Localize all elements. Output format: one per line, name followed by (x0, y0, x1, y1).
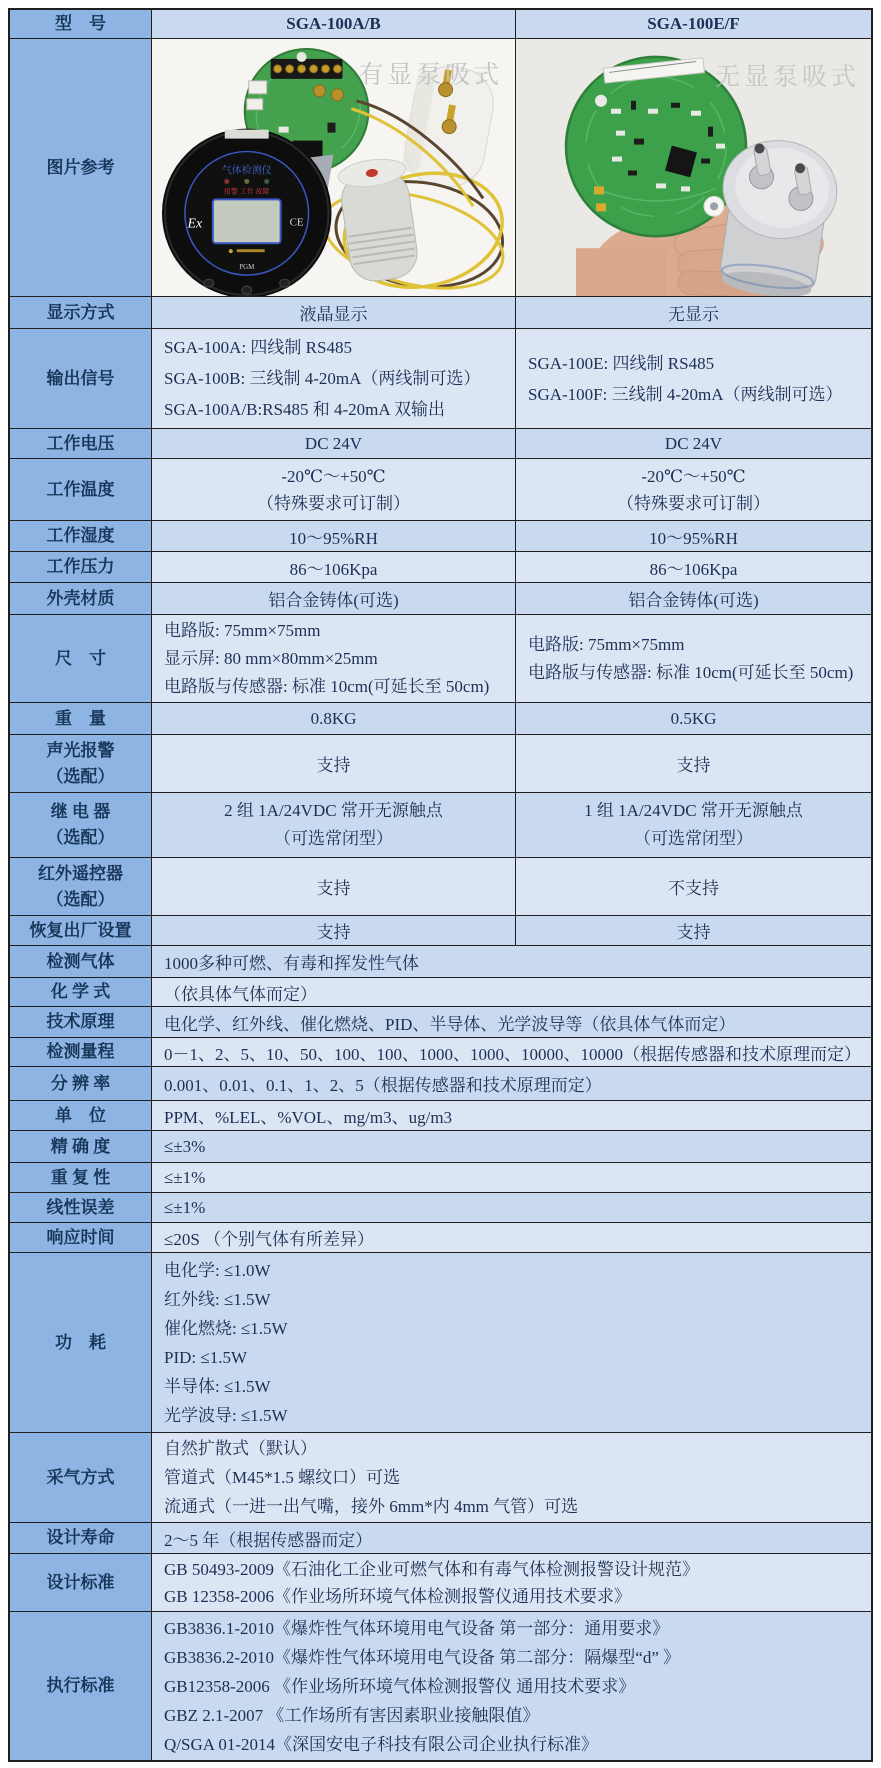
value-line: 催化燃烧: ≤1.5W (164, 1318, 288, 1338)
value-text: 电化学、红外线、催化燃烧、PID、半导体、光学波导等（依具体气体而定） (164, 1014, 736, 1034)
header-model-label (10, 10, 152, 38)
value-text: PPM、%LEL、%VOL、mg/m3、ug/m3 (164, 1108, 453, 1127)
cell-linearity-error (152, 1193, 871, 1222)
cell-weight-e (516, 703, 871, 734)
value-text: 不支持 (668, 879, 719, 898)
row-relay (10, 792, 871, 857)
value-line: 半导体: ≤1.5W (164, 1376, 271, 1396)
cell-design-standard (152, 1554, 871, 1611)
value-text: 液晶显示 (299, 305, 368, 324)
label-text: 化 学 式 (50, 982, 111, 1001)
row-label-display-mode (10, 297, 152, 328)
label-text: 设计标准 (46, 1572, 115, 1592)
cell-detected-gases (152, 946, 871, 977)
row-pressure (10, 551, 871, 582)
value-line: 电路版: 75mm×75mm (528, 634, 685, 654)
cell-reset-a (152, 916, 516, 945)
row-temperature (10, 458, 871, 520)
row-weight (10, 702, 871, 734)
value-line: （可选常闭型） (274, 829, 393, 848)
value-line: GB12358-2006 《作业场所环境气体检测报警仪 通用技术要求》 (164, 1676, 636, 1696)
top-label (225, 130, 269, 139)
value-line: 电路版与传感器: 标准 10cm(可延长至 50cm) (528, 662, 854, 682)
row-execution-standard (10, 1611, 871, 1760)
value-line: 2 组 1A/24VDC 常开无源触点 (224, 801, 443, 820)
cell-power-consumption (152, 1253, 871, 1432)
row-label-response-time (10, 1223, 152, 1252)
row-humidity (10, 520, 871, 551)
label-line: 声光报警 (46, 740, 115, 760)
cell-dimensions-a (152, 615, 516, 702)
label-text: 单 位 (55, 1105, 106, 1125)
value-line: 电化学: ≤1.0W (164, 1260, 271, 1280)
model-a-b-text: SGA-100A/B (286, 14, 381, 33)
left-watermark-text: 有显泵吸式 (358, 61, 504, 89)
cell-sampling-method (152, 1433, 871, 1522)
row-label-chemical-formula (10, 978, 152, 1006)
label-line: （选配） (46, 828, 115, 847)
row-label-linearity-error (10, 1193, 152, 1222)
row-label-dimensions (10, 615, 152, 702)
cell-detection-range (152, 1038, 871, 1066)
value-line: 自然扩散式（默认） (164, 1439, 317, 1458)
value-text: 支持 (676, 756, 711, 775)
label-text: 重 量 (55, 708, 106, 728)
value-line: 电路版与传感器: 标准 10cm(可延长至 50cm) (164, 676, 490, 696)
value-text: 86～106Kpa (289, 559, 378, 579)
cell-repeatability (152, 1163, 871, 1192)
row-label-voltage (10, 429, 152, 458)
row-accuracy (10, 1130, 871, 1162)
row-sampling-method (10, 1432, 871, 1522)
cell-remote-e (516, 858, 871, 915)
value-text: 铝合金铸体(可选) (268, 591, 399, 610)
value-text: 1000多种可燃、有毒和挥发性气体 (164, 954, 419, 973)
label-text: 检测气体 (46, 951, 115, 971)
cell-technical-principle (152, 1007, 871, 1037)
value-line: （特殊要求可订制） (617, 493, 770, 513)
row-shell-material (10, 582, 871, 614)
row-display-mode (10, 296, 871, 328)
label-text: 输出信号 (46, 368, 115, 388)
row-label-audible-alarm (10, 735, 152, 792)
value-line: SGA-100A/B:RS485 和 4-20mA 双输出 (164, 400, 445, 419)
header-row (10, 10, 871, 38)
label-text: 尺 寸 (55, 648, 106, 668)
value-text: ≤±1% (164, 1167, 206, 1187)
row-label-weight (10, 703, 152, 734)
row-factory-reset (10, 915, 871, 945)
value-text: DC 24V (304, 433, 363, 453)
cell-reset-e (516, 916, 871, 945)
cell-design-life (152, 1523, 871, 1553)
row-label-sampling-method (10, 1433, 152, 1522)
photo-sga100ef (516, 39, 871, 296)
row-dimensions (10, 614, 871, 702)
model-e-f-text: SGA-100E/F (647, 14, 740, 33)
cell-shell-a (152, 583, 516, 614)
row-label-accuracy (10, 1131, 152, 1162)
cell-shell-e (516, 583, 871, 614)
value-line: SGA-100F: 三线制 4-20mA（两线制可选） (528, 384, 843, 404)
label-line: （选配） (46, 889, 115, 909)
value-text: 0.5KG (670, 708, 717, 728)
value-line: SGA-100E: 四线制 RS485 (528, 353, 715, 373)
row-label-factory-reset (10, 916, 152, 945)
label-text: 恢复出厂设置 (29, 920, 132, 940)
label-text: 执行标准 (46, 1676, 115, 1695)
row-label-resolution (10, 1067, 152, 1100)
value-line: -20℃～+50℃ (641, 466, 746, 486)
row-label-relay (10, 793, 152, 857)
cell-voltage-a (152, 429, 516, 458)
row-linearity-error (10, 1192, 871, 1222)
value-line: 管道式（M45*1.5 螺纹口）可选 (164, 1468, 401, 1487)
cell-remote-a (152, 858, 516, 915)
value-text: 10～95%RH (649, 528, 738, 548)
row-label-humidity (10, 521, 152, 551)
value-text: 支持 (316, 923, 351, 942)
cell-temperature-a (152, 459, 516, 520)
cell-temperature-e (516, 459, 871, 520)
lcd-screen (213, 199, 281, 243)
value-text: 0.8KG (310, 708, 357, 728)
row-label-temperature (10, 459, 152, 520)
row-label-photos (10, 39, 152, 296)
photo-row (10, 38, 871, 296)
label-text: 工作压力 (46, 557, 115, 576)
value-text: ≤20S （个别气体有所差异） (164, 1230, 375, 1249)
value-line: Q/SGA 01-2014《深国安电子科技有限公司企业执行标准》 (164, 1734, 598, 1754)
label-text: 显示方式 (46, 302, 115, 322)
photo-label-text: 图片参考 (46, 157, 115, 177)
cell-chemical-formula (152, 978, 871, 1006)
row-label-execution-standard (10, 1612, 152, 1760)
spec-table (8, 8, 873, 1762)
value-text: 0.001、0.01、0.1、1、2、5（根据传感器和技术原理而定） (164, 1076, 602, 1095)
row-label-detection-range (10, 1038, 152, 1066)
label-text: 线性误差 (46, 1197, 115, 1217)
label-text: 工作温度 (46, 479, 115, 499)
row-chemical-formula (10, 977, 871, 1006)
value-text: DC 24V (664, 433, 723, 453)
row-detected-gases (10, 945, 871, 977)
cell-humidity-a (152, 521, 516, 551)
value-text: 支持 (316, 756, 351, 775)
label-text: 分 辨 率 (50, 1073, 111, 1093)
row-design-standard (10, 1553, 871, 1611)
label-text: 设计寿命 (46, 1528, 115, 1547)
value-line: 光学波导: ≤1.5W (164, 1405, 288, 1425)
device-title-text: 气体检测仪 (221, 165, 272, 177)
row-label-ir-remote (10, 858, 152, 915)
value-line: PID: ≤1.5W (164, 1347, 247, 1367)
label-text: 采气方式 (46, 1467, 115, 1487)
row-ir-remote (10, 857, 871, 915)
cell-relay-a (152, 793, 516, 857)
photo-cell-sga100ab (152, 39, 516, 296)
label-text: 重 复 性 (50, 1167, 111, 1187)
value-line: 流通式（一进一出气嘴，接外 6mm*内 4mm 气管）可选 (164, 1497, 579, 1516)
cell-relay-e (516, 793, 871, 857)
row-label-technical-principle (10, 1007, 152, 1037)
row-units (10, 1100, 871, 1130)
row-label-power-consumption (10, 1253, 152, 1432)
row-technical-principle (10, 1006, 871, 1037)
value-text: ≤±1% (164, 1197, 206, 1217)
value-line: -20℃～+50℃ (281, 466, 386, 486)
label-line: （选配） (46, 766, 115, 786)
header-model-text: 型 号 (55, 14, 106, 33)
value-text: 铝合金铸体(可选) (628, 591, 759, 610)
value-line: 电路版: 75mm×75mm (164, 620, 321, 640)
value-text: 2～5 年（根据传感器而定） (164, 1530, 373, 1550)
value-text: （依具体气体而定） (164, 984, 317, 1004)
header-col2 (516, 10, 871, 38)
cell-accuracy (152, 1131, 871, 1162)
ex-mark-text: Ex (187, 216, 203, 232)
value-text: ≤±3% (164, 1136, 206, 1156)
value-line: SGA-100A: 四线制 RS485 (164, 338, 352, 357)
cell-output-a (152, 329, 516, 428)
value-line: GB3836.1-2010《爆炸性气体环境用电气设备 第一部分：通用要求》 (164, 1618, 670, 1638)
label-text: 功 耗 (55, 1332, 106, 1352)
row-label-output-signal (10, 329, 152, 428)
row-response-time (10, 1222, 871, 1252)
value-line: GB3836.2-2010《爆炸性气体环境用电气设备 第二部分：隔爆型“d” 》 (164, 1647, 681, 1667)
value-text: 86～106Kpa (649, 559, 738, 579)
photo-sga100ab (152, 39, 515, 296)
value-line: GB 50493-2009《石油化工企业可燃气体和有毒气体检测报警设计规范》 (164, 1559, 700, 1579)
value-line: 显示屏: 80 mm×80mm×25mm (164, 648, 378, 668)
button-text: PGM (239, 263, 255, 272)
row-output-signal (10, 328, 871, 428)
cell-display-a (152, 297, 516, 328)
label-text: 外壳材质 (46, 588, 115, 608)
cell-weight-a (152, 703, 516, 734)
label-text: 技术原理 (46, 1012, 115, 1031)
cell-alarm-e (516, 735, 871, 792)
row-label-pressure (10, 552, 152, 582)
value-line: 1 组 1A/24VDC 常开无源触点 (584, 801, 803, 820)
label-line: 继 电 器 (50, 802, 111, 821)
cell-output-e (516, 329, 871, 428)
label-text: 响应时间 (46, 1227, 115, 1247)
value-text: 0－1、2、5、10、50、100、100、1000、1000、10000、10000（根据传感器和技术原理而定） (164, 1044, 861, 1064)
label-text: 检测量程 (46, 1042, 115, 1061)
value-line: GBZ 2.1-2007 《工作场所有害因素职业接触限值》 (164, 1705, 540, 1725)
cell-units (152, 1101, 871, 1130)
cell-humidity-e (516, 521, 871, 551)
cell-pressure-e (516, 552, 871, 582)
row-voltage (10, 428, 871, 458)
cell-voltage-e (516, 429, 871, 458)
row-label-design-standard (10, 1554, 152, 1611)
led-labels-text: 报警 工作 故障 (224, 187, 270, 196)
row-resolution (10, 1066, 871, 1100)
cell-display-e (516, 297, 871, 328)
row-repeatability (10, 1162, 871, 1192)
cell-resolution (152, 1067, 871, 1100)
value-line: GB 12358-2006《作业场所环境气体检测报警仪通用技术要求》 (164, 1586, 632, 1606)
cell-alarm-a (152, 735, 516, 792)
row-audible-alarm (10, 734, 871, 792)
ce-mark-text: CE (289, 216, 304, 229)
row-label-repeatability (10, 1163, 152, 1192)
photo-cell-sga100ef (516, 39, 871, 296)
row-power-consumption (10, 1252, 871, 1432)
value-line: SGA-100B: 三线制 4-20mA（两线制可选） (164, 369, 481, 388)
label-text: 精 确 度 (50, 1136, 111, 1156)
header-col1 (152, 10, 516, 38)
black-detector (162, 129, 332, 296)
value-line: （可选常闭型） (634, 829, 753, 848)
value-line: （特殊要求可订制） (257, 493, 410, 513)
value-text: 10～95%RH (289, 528, 378, 548)
right-watermark-text: 无显泵吸式 (715, 63, 860, 91)
value-text: 无显示 (668, 305, 719, 324)
cell-dimensions-e (516, 615, 871, 702)
value-text: 支持 (676, 923, 711, 942)
value-line: 红外线: ≤1.5W (164, 1289, 271, 1309)
row-label-detected-gases (10, 946, 152, 977)
label-text: 工作电压 (46, 433, 115, 453)
cell-response-time (152, 1223, 871, 1252)
row-detection-range (10, 1037, 871, 1066)
cell-pressure-a (152, 552, 516, 582)
row-label-shell-material (10, 583, 152, 614)
label-text: 工作湿度 (46, 526, 115, 545)
row-design-life (10, 1522, 871, 1553)
value-text: 支持 (316, 879, 351, 898)
label-line: 红外遥控器 (38, 863, 123, 883)
row-label-units (10, 1101, 152, 1130)
row-label-design-life (10, 1523, 152, 1553)
cell-execution-standard (152, 1612, 871, 1760)
